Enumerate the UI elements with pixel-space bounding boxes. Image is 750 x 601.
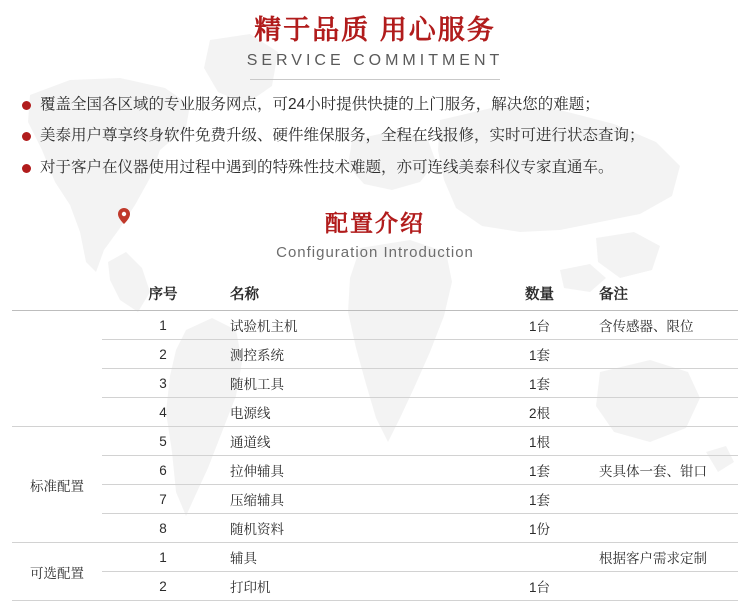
table-header-row — [12, 279, 738, 311]
bullet-dot-icon — [22, 132, 31, 141]
page-title-cn: 精于品质 用心服务 — [254, 15, 496, 45]
cell-remark: 含传感器、限位 — [593, 311, 738, 340]
service-commitment-list — [0, 94, 750, 179]
cell-qty: 1套 — [486, 485, 593, 514]
cell-remark: 根据客户需求定制 — [593, 543, 738, 572]
cell-remark: 夹具体一套、钳口 — [593, 456, 738, 485]
table-row — [12, 456, 738, 485]
cell-remark — [593, 572, 738, 601]
cell-remark — [593, 485, 738, 514]
cell-no: 2 — [102, 340, 224, 369]
table-row — [12, 427, 738, 456]
table-row — [12, 572, 738, 601]
table-head — [12, 279, 738, 311]
group-label-standard: 标准配置 — [12, 427, 102, 543]
cell-qty: 1套 — [486, 340, 593, 369]
column-header-qty: 数量 — [486, 279, 593, 311]
cell-remark — [593, 398, 738, 427]
cell-no: 7 — [102, 485, 224, 514]
cell-name: 打印机 — [224, 572, 486, 601]
cell-remark — [593, 340, 738, 369]
table-row — [12, 398, 738, 427]
page-title-en: SERVICE COMMITMENT — [246, 51, 504, 69]
cell-no: 1 — [102, 543, 224, 572]
column-header-remark: 备注 — [593, 279, 738, 311]
cell-no: 2 — [102, 572, 224, 601]
cell-qty: 1套 — [486, 369, 593, 398]
column-header-no: 序号 — [102, 279, 224, 311]
column-header-name: 名称 — [224, 279, 486, 311]
table-row — [12, 543, 738, 572]
configuration-table — [12, 279, 738, 601]
cell-qty: 1份 — [486, 514, 593, 543]
map-location-pin-icon — [118, 208, 130, 224]
list-item-text: 覆盖全国各区域的专业服务网点，可24小时提供快捷的上门服务，解决您的难题； — [40, 95, 600, 113]
cell-qty — [486, 543, 593, 572]
cell-remark — [593, 514, 738, 543]
cell-qty: 1根 — [486, 427, 593, 456]
cell-name: 通道线 — [224, 427, 486, 456]
configuration-table-wrap — [12, 279, 738, 601]
cell-no: 6 — [102, 456, 224, 485]
section-title-en: Configuration Introduction — [276, 244, 474, 262]
cell-remark — [593, 369, 738, 398]
list-item — [22, 125, 728, 147]
group-spacer-standard-top — [12, 311, 102, 427]
section-title-cn: 配置介绍 — [325, 210, 425, 237]
table-row — [12, 311, 738, 340]
table-row — [12, 369, 738, 398]
cell-no: 8 — [102, 514, 224, 543]
list-item — [22, 157, 728, 179]
cell-no: 1 — [102, 311, 224, 340]
cell-no: 5 — [102, 427, 224, 456]
table-body — [12, 311, 738, 601]
cell-qty: 2根 — [486, 398, 593, 427]
page-header — [0, 0, 750, 80]
cell-remark — [593, 427, 738, 456]
bullet-dot-icon — [22, 164, 31, 173]
cell-name: 拉伸辅具 — [224, 456, 486, 485]
column-header-group — [12, 279, 102, 311]
cell-name: 随机工具 — [224, 369, 486, 398]
list-item-text: 对于客户在仪器使用过程中遇到的特殊性技术难题，亦可连线美泰科仪专家直通车。 — [40, 158, 614, 176]
bullet-dot-icon — [22, 101, 31, 110]
cell-qty: 1套 — [486, 456, 593, 485]
configuration-section-title — [0, 205, 750, 261]
table-row — [12, 485, 738, 514]
cell-name: 辅具 — [224, 543, 486, 572]
cell-name: 试验机主机 — [224, 311, 486, 340]
cell-name: 压缩辅具 — [224, 485, 486, 514]
cell-no: 4 — [102, 398, 224, 427]
cell-name: 随机资料 — [224, 514, 486, 543]
header-divider — [250, 79, 500, 80]
list-item-text: 美泰用户尊享终身软件免费升级、硬件维保服务，全程在线报修，实时可进行状态查询； — [40, 127, 645, 145]
table-row — [12, 514, 738, 543]
cell-name: 电源线 — [224, 398, 486, 427]
cell-no: 3 — [102, 369, 224, 398]
cell-qty: 1台 — [486, 311, 593, 340]
group-label-optional: 可选配置 — [12, 543, 102, 601]
cell-qty: 1台 — [486, 572, 593, 601]
table-row — [12, 340, 738, 369]
cell-name: 测控系统 — [224, 340, 486, 369]
list-item — [22, 94, 728, 116]
